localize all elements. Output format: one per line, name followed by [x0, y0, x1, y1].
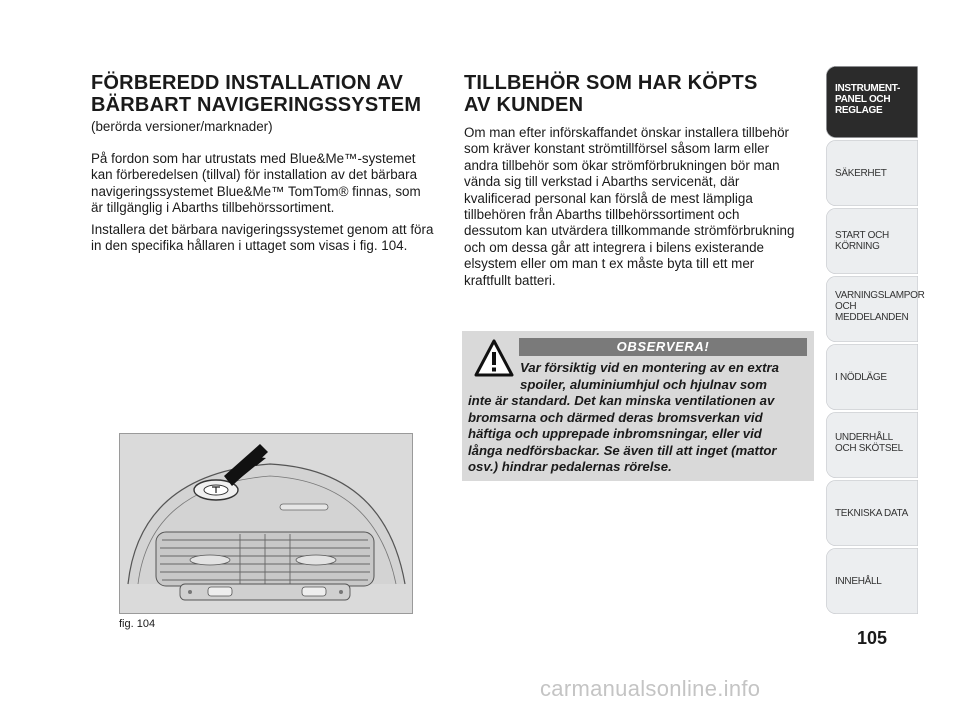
text-line: vända sig till verkstad i Abarths servicenät, där	[464, 174, 740, 190]
text-line: som kräver konstant strömtillförsel såsom larm eller	[464, 141, 770, 157]
text-line: Om man efter införskaffandet önskar installera tillbehör	[464, 125, 790, 140]
watermark-text: carmanualsonline.info	[540, 676, 761, 701]
heading-line: FÖRBEREDD INSTALLATION AV	[91, 72, 404, 94]
tab-varningslampor[interactable]	[826, 276, 925, 342]
tab-innehall[interactable]	[826, 548, 918, 614]
section-title-accessories	[464, 72, 758, 116]
tab-tekniska-data[interactable]	[826, 480, 918, 546]
text-line: bromsarna och därmed deras bromsverkan vid	[468, 409, 763, 425]
tab-start-och-korning[interactable]	[826, 208, 918, 274]
paragraph-install	[91, 222, 433, 255]
tab-label: MEDDELANDEN	[835, 312, 909, 323]
figure-104-image	[119, 433, 413, 614]
text-line: kvalificerad personal kan förslå de mest lämpliga	[464, 190, 753, 206]
page-number: 105	[856, 628, 888, 648]
warning-banner: OBSERVERA!	[519, 338, 807, 356]
text-line: kraftfullt batteri.	[464, 272, 556, 288]
tab-label: INNEHÅLL	[835, 576, 882, 587]
text-line: På fordon som har utrustats med Blue&Me™-systemet	[91, 151, 416, 166]
text-line: elsystem eller om man t ex måste byta till ett mer	[464, 256, 755, 272]
tab-instrumentpanel[interactable]	[826, 66, 918, 138]
text-line: navigeringssystemet Blue&Me™ TomTom® finnas, som	[91, 183, 421, 199]
text-line: dessutom kan utvärdera tillkommande strömförbrukning	[464, 223, 795, 239]
warning-triangle-icon	[474, 339, 514, 377]
tab-i-nodlage[interactable]	[826, 344, 918, 410]
dashboard-vent-illustration	[120, 434, 412, 613]
text-line: Var försiktig vid en montering av en extra	[520, 360, 779, 375]
tab-underhall[interactable]	[826, 412, 918, 478]
text-line: tillbehören från Abarths tillbehörssortiment och	[464, 207, 740, 223]
tab-label: UNDERHÅLL	[835, 432, 893, 443]
tab-sakerhet[interactable]	[826, 140, 918, 206]
text-line: kan förberedelsen (tillval) för installation av det bärbara	[91, 167, 418, 183]
tab-label: REGLAGE	[835, 105, 883, 116]
tab-label: SÄKERHET	[835, 168, 887, 179]
tab-label: OCH SKÖTSEL	[835, 443, 903, 454]
text-line: osv.) hindrar pedalernas rörelse.	[468, 459, 672, 475]
text-line: häftiga och upprepade inbromsningar, eller vid	[468, 426, 762, 442]
heading-line: TILLBEHÖR SOM HAR KÖPTS	[464, 72, 758, 94]
text-line: långa nedförsbackar. Se även till att inget (mattor	[468, 442, 777, 458]
text-line: in den specifika hållaren i uttaget som visas i fig. 104.	[91, 238, 408, 254]
tab-label: TEKNISKA DATA	[835, 508, 908, 519]
text-line: inte är standard. Det kan minska ventilationen av	[468, 393, 775, 408]
heading-line: BÄRBART NAVIGERINGSSYSTEM	[91, 94, 422, 116]
figure-caption: fig. 104	[119, 618, 156, 630]
warning-text-body	[468, 393, 777, 476]
tab-label: KÖRNING	[835, 241, 880, 252]
heading-line: AV KUNDEN	[464, 94, 584, 116]
text-line: är tillgänglig i Abarths tillbehörssortiment.	[91, 200, 335, 216]
paragraph-blueme	[91, 151, 421, 217]
tab-label: OCH	[835, 301, 857, 312]
tab-label: INSTRUMENT-	[835, 83, 901, 94]
subtitle: (berörda versioner/marknader)	[91, 119, 273, 134]
text-line: Installera det bärbara navigeringssystemet genom att föra	[91, 222, 434, 237]
text-line: spoiler, aluminiumhjul och hjulnav som	[520, 376, 767, 392]
tab-label: VARNINGSLAMPOR	[835, 290, 925, 301]
tab-label: PANEL OCH	[835, 94, 891, 105]
text-line: andra tillbehör som ökar strömförbrukningen bör man	[464, 157, 780, 173]
text-line: och om dessa går att integrera i bilens existerande	[464, 239, 764, 255]
tab-label: I NÖDLÄGE	[835, 372, 887, 383]
warning-text-intro	[520, 360, 779, 393]
section-title-navigation	[91, 72, 421, 116]
warning-box	[462, 331, 814, 481]
tab-label: START OCH	[835, 230, 889, 241]
paragraph-accessories	[464, 125, 794, 289]
